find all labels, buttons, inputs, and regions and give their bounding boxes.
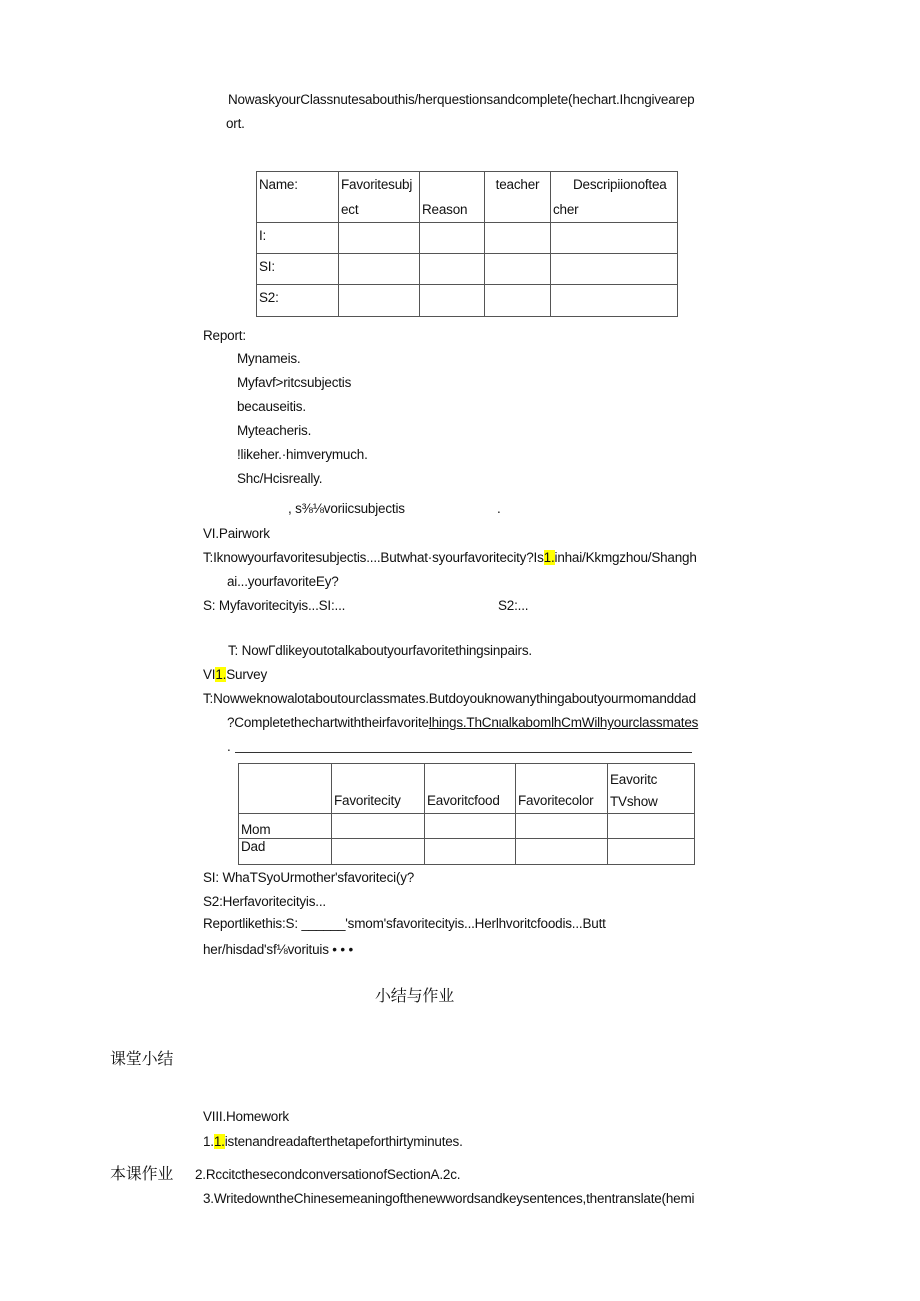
header-cell: Name: [257, 172, 339, 223]
homework-item: 1.1.istenandreadafterthetapeforthirtyminutes. [203, 1134, 463, 1149]
homework-label: 本课作业 [110, 1164, 174, 1183]
header-cell: Eavoritc TVshow [608, 764, 695, 814]
report-line: Myteacheris. [237, 423, 312, 438]
answer-line [235, 752, 692, 753]
header-cell: Favoritesubj ect [339, 172, 420, 223]
pairwork-title: VI.Pairwork [203, 526, 270, 541]
row-label: Dad [239, 839, 332, 865]
family-table [238, 763, 695, 865]
header-cell: Favoritecolor [516, 764, 608, 814]
survey-line: ?Completethechartwiththeirfavoritelhings.ThCnιalkabomlhCmWilhyourclassmates [227, 715, 699, 730]
survey-title: VI1.Survey [203, 667, 268, 682]
summary-label: 课堂小结 [110, 1049, 174, 1068]
homework-item: 2.RccitcthesecondconversationofSectionA.2c. [195, 1167, 461, 1182]
report-label: Report: [203, 328, 246, 343]
subject-table [256, 171, 678, 317]
pairwork-teacher-line: T: NowΓdlikeyoutotalkaboutyourfavoritethingsinpairs. [228, 643, 532, 658]
intro-line: ort. [226, 116, 245, 131]
row-label: I: [257, 223, 339, 254]
header-cell: teacher [485, 172, 551, 223]
report-line: becauseitis. [237, 399, 306, 414]
row-label: Mom [239, 814, 332, 839]
pairwork-teacher-line: T:Iknowyourfavoritesubjectis....Butwhat·syourfavoritecity?Is1.inhai/Kkmgzhou/Shangh [203, 550, 697, 565]
pairwork-student2: S2:... [498, 598, 529, 613]
report-extra: , s⅜⅛voriicsubjectis [288, 501, 405, 516]
pairwork-teacher-line: ai...yourfavoriteEy? [227, 574, 339, 589]
report-line: !likeher.·himverymuch. [237, 447, 368, 462]
header-cell: Reason [420, 172, 485, 223]
homework-title: VIII.Homework [203, 1109, 289, 1124]
dialog-line: S2:Herfavoritecityis... [203, 894, 326, 909]
dialog-line: SI: WhaTSyoUrmother'sfavoriteci(y? [203, 870, 415, 885]
report-line: Mynameis. [237, 351, 301, 366]
row-label: S2: [257, 285, 339, 317]
pairwork-student-line: S: Myfavoritecityis...SI:... [203, 598, 346, 613]
report-extra-end: . [497, 501, 501, 516]
header-cell: Descripiionoftea cher [551, 172, 678, 223]
dialog-line: her/hisdad'sf⅛vorituis • • • [203, 942, 353, 957]
header-cell: Eavoritcfood [425, 764, 516, 814]
survey-line: T:Nowweknowalotaboutourclassmates.Butdoyouknowanythingaboutyourmomanddad [203, 691, 696, 706]
report-line: Myfavf>ritcsubjectis [237, 375, 352, 390]
survey-line-end: . [227, 739, 231, 754]
report-line: Shc/Hcisreally. [237, 471, 323, 486]
header-cell: Favoritecity [332, 764, 425, 814]
header-cell [239, 764, 332, 814]
dialog-line: Reportlikethis:S: ______'smom'sfavoritecityis...Herlhvoritcfoodis...Butt [203, 916, 606, 931]
section-title: 小结与作业 [375, 986, 455, 1005]
intro-line: NowaskyourClassnutesabouthis/herquestionsandcomplete(hechart.Ihcngivearep [228, 92, 695, 107]
row-label: SI: [257, 254, 339, 285]
homework-item: 3.WritedowntheChinesemeaningofthenewwordsandkeysentences,thentranslate(hemi [203, 1191, 695, 1206]
